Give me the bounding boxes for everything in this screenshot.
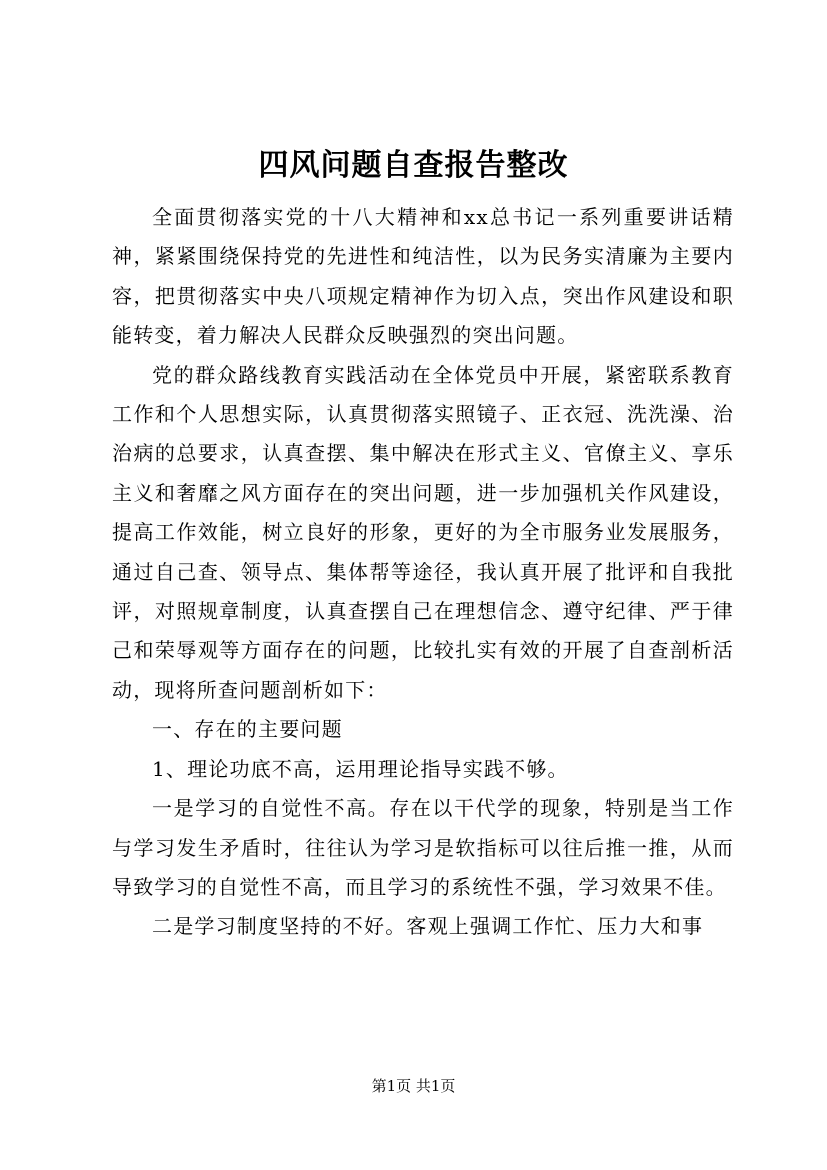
paragraph-3: 一是学习的自觉性不高。存在以干代学的现象，特别是当工作与学习发生矛盾时，往往认为学习是软指标可以往后推一推，从而导致学习的自觉性不高，而且学习的系统性不强，学习效果不佳。 xyxy=(112,796,734,899)
subsection-heading: 1、理论功底不高，运用理论指导实践不够。 xyxy=(152,756,569,781)
page-footer: 第1页 共1页 xyxy=(371,1077,456,1095)
paragraph-2: 党的群众路线教育实践活动在全体党员中开展，紧密联系教育工作和个人思想实际，认真贯彻落实照镜子、正衣冠、洗洗澡、治治病的总要求，认真查摆、集中解决在形式主义、官僚主义、享乐主义和奢靡之风方面存在的突出问题，进一步加强机关作风建设，提高工作效能，树立良好的形象，更好的为全市服务业发展服务，通过自己查、领导点、集体帮等途径，我认真开展了批评和自我批评，对照规章制度，认真查摆自己在理想信念、遵守纪律、严于律己和荣辱观等方面存在的问题，比较扎实有效的开展了自查剖析活动，现将所查问题剖析如下： xyxy=(112,362,734,702)
section-heading: 一、存在的主要问题 xyxy=(152,717,343,742)
document-body xyxy=(112,198,734,947)
document-title: 四风问题自查报告整改 xyxy=(258,148,569,183)
paragraph-1: 全面贯彻落实党的十八大精神和xx总书记一系列重要讲话精神，紧紧围绕保持党的先进性和纯洁性，以为民务实清廉为主要内容，把贯彻落实中央八项规定精神作为切入点，突出作风建设和职能转变，着力解决人民群众反映强烈的突出问题。 xyxy=(112,205,734,348)
paragraph-4: 二是学习制度坚持的不好。客观上强调工作忙、压力大和事 xyxy=(152,914,704,939)
